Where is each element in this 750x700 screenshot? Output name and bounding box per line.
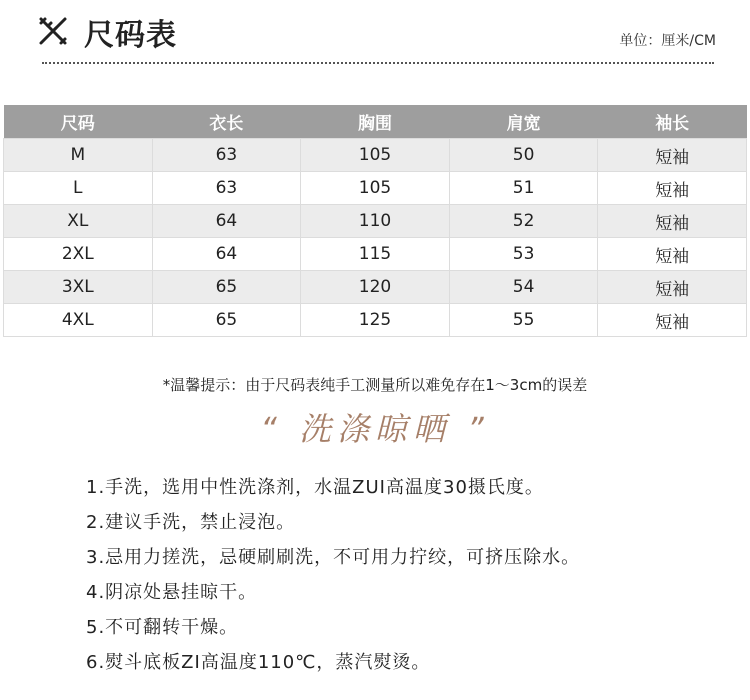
table-cell: 短袖 [598, 271, 747, 304]
table-cell: 50 [449, 139, 598, 172]
table-cell: 120 [301, 271, 450, 304]
table-cell: 110 [301, 205, 450, 238]
table-cell: 55 [449, 304, 598, 337]
table-cell: 54 [449, 271, 598, 304]
care-item: 3.忌用力搓洗，忌硬刷刷洗，不可用力拧绞，可挤压除水。 [86, 547, 581, 568]
unit-label: 单位：厘米/CM [619, 33, 716, 49]
table-cell: 4XL [4, 304, 153, 337]
dotted-divider [42, 62, 714, 64]
header [36, 6, 716, 66]
table-row [4, 304, 747, 337]
ruler-pencil-icon [36, 14, 70, 48]
care-item: 6.熨斗底板ZI高温度110℃，蒸汽熨烫。 [86, 652, 431, 673]
table-row [4, 205, 747, 238]
table-cell: 115 [301, 238, 450, 271]
page-title: 尺码表 [84, 18, 177, 53]
table-cell: 短袖 [598, 304, 747, 337]
measurement-note: *温馨提示：由于尺码表纯手工测量所以难免存在1～3cm的误差 [162, 376, 588, 394]
table-cell: 短袖 [598, 238, 747, 271]
table-cell: 52 [449, 205, 598, 238]
table-cell: 51 [449, 172, 598, 205]
table-cell: 短袖 [598, 172, 747, 205]
table-row [4, 271, 747, 304]
table-cell: 125 [301, 304, 450, 337]
care-item: 1.手洗，选用中性洗涤剂，水温ZUI高温度30摄氏度。 [86, 477, 544, 498]
table-cell: 63 [152, 172, 301, 205]
table-cell: L [4, 172, 153, 205]
table-cell: XL [4, 205, 153, 238]
table-cell: 53 [449, 238, 598, 271]
table-cell: 63 [152, 139, 301, 172]
table-cell: 3XL [4, 271, 153, 304]
column-header: 衣长 [152, 105, 301, 139]
table-row [4, 172, 747, 205]
column-header: 袖长 [598, 105, 747, 139]
care-item: 2.建议手洗，禁止浸泡。 [86, 512, 296, 533]
care-title: “ 洗涤晾晒 ” [260, 410, 490, 448]
care-item: 4.阴凉处悬挂晾干。 [86, 582, 258, 603]
column-header: 肩宽 [449, 105, 598, 139]
care-instructions [86, 470, 580, 680]
table-cell: 短袖 [598, 139, 747, 172]
table-cell: 65 [152, 271, 301, 304]
table-row [4, 238, 747, 271]
column-header: 胸围 [301, 105, 450, 139]
table-cell: 105 [301, 139, 450, 172]
table-cell: 2XL [4, 238, 153, 271]
size-table [3, 105, 747, 337]
table-header-row [4, 105, 747, 139]
table-cell: 短袖 [598, 205, 747, 238]
column-header: 尺码 [4, 105, 153, 139]
table-cell: 64 [152, 238, 301, 271]
care-item: 5.不可翻转干燥。 [86, 617, 239, 638]
table-cell: 105 [301, 172, 450, 205]
table-row [4, 139, 747, 172]
table-cell: M [4, 139, 153, 172]
table-cell: 64 [152, 205, 301, 238]
table-cell: 65 [152, 304, 301, 337]
